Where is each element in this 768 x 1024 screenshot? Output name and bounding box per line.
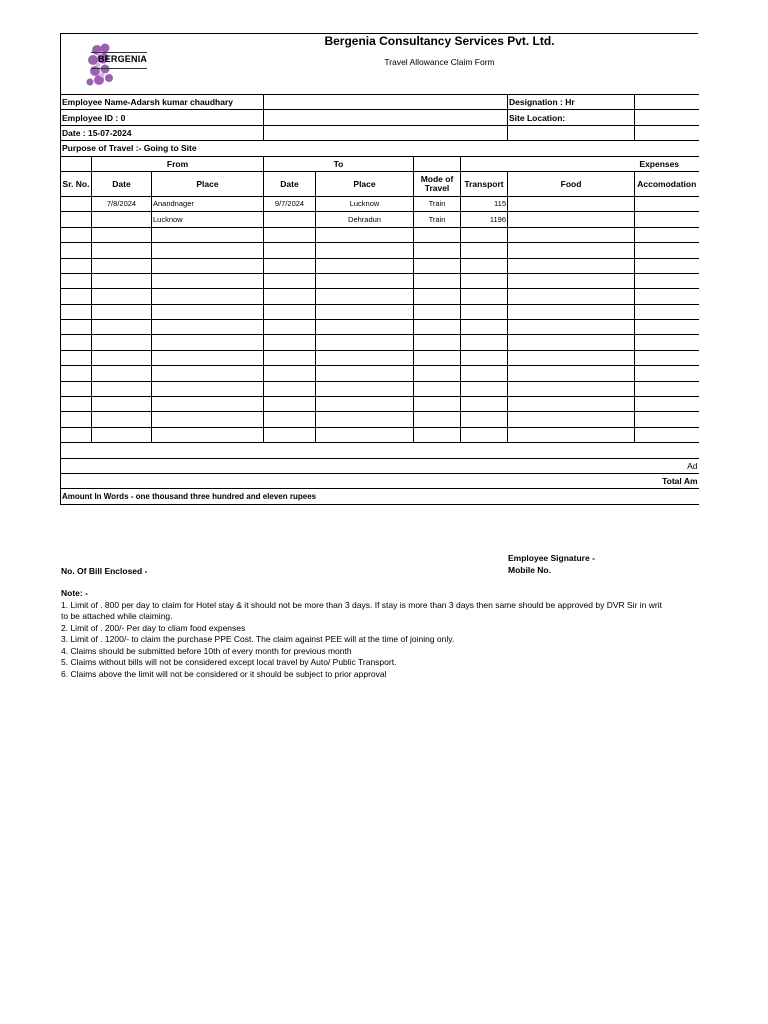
col-accomodation: Accomodation (635, 171, 699, 196)
total-amount-label: Total Am (61, 473, 699, 488)
table-row (61, 227, 699, 242)
note-1: 1. Limit of . 800 per day to claim for Hotel stay & it should not be more than 3 days. If stay is more than 3 days then same should be approved by DVR Sir in writ (61, 599, 662, 610)
table-row (61, 381, 699, 396)
info-row-3 (61, 125, 699, 140)
blank-summary-row (61, 443, 699, 458)
table-row (61, 412, 699, 427)
amount-in-words: Amount In Words - one thousand three hundred and eleven rupees (61, 489, 699, 504)
designation: Designation : Hr (508, 95, 635, 110)
note-1-continued: to be attached while claiming. (61, 611, 173, 621)
form-date: Date : 15-07-2024 (61, 125, 264, 140)
col-mode-of-travel: Mode of Travel (414, 171, 461, 196)
table-row (61, 427, 699, 442)
employee-id: Employee ID : 0 (61, 110, 264, 125)
transport-cell: 115 (461, 196, 508, 211)
employee-signature: Employee Signature - (508, 553, 595, 563)
form-title: Travel Allowance Claim Form (384, 57, 495, 67)
from-date-cell: 7/8/2024 (92, 196, 152, 211)
to-date-cell: 9/7/2024 (264, 196, 316, 211)
col-from-date: Date (92, 171, 152, 196)
group-expenses: Expenses (461, 156, 699, 171)
notes-heading: Note: - (61, 588, 88, 598)
mode-cell: Train (414, 196, 461, 211)
company-name: Bergenia Consultancy Services Pvt. Ltd. (324, 34, 555, 48)
col-food: Food (508, 171, 635, 196)
employee-name: Employee Name-Adarsh kumar chaudhary (61, 95, 264, 110)
notes-section (61, 588, 761, 680)
info-row-1 (61, 95, 699, 110)
col-to-place: Place (316, 171, 414, 196)
transport-cell: 1196 (461, 212, 508, 227)
table-row (61, 273, 699, 288)
col-sr-no: Sr. No. (61, 171, 92, 196)
purpose-row (61, 141, 699, 156)
column-header-row (61, 171, 699, 196)
note-4: 4. Claims should be submitted before 10th of every month for previous month (61, 645, 352, 656)
group-from: From (92, 156, 264, 171)
table-row (61, 289, 699, 304)
form-header (60, 33, 698, 94)
amount-words-row (61, 489, 699, 504)
claim-form-sheet (60, 33, 698, 505)
total-row (61, 473, 699, 488)
col-from-place: Place (152, 171, 264, 196)
table-row (61, 350, 699, 365)
table-row (61, 212, 699, 227)
info-row-2 (61, 110, 699, 125)
note-5: 5. Claims without bills will not be considered except local travel by Auto/ Public Transport. (61, 657, 397, 667)
col-transport: Transport (461, 171, 508, 196)
advance-label: Ad (61, 458, 699, 473)
note-2: 2. Limit of . 200/- Per day to cliam food expenses (61, 622, 246, 633)
table-row (61, 258, 699, 273)
from-place-cell: Lucknow (152, 212, 264, 227)
col-to-date: Date (264, 171, 316, 196)
table-row (61, 304, 699, 319)
table-row (61, 243, 699, 258)
logo-text: BERGENIA (98, 54, 148, 64)
advance-row (61, 458, 699, 473)
to-place-cell: Lucknow (316, 196, 414, 211)
to-place-cell: Dehradun (316, 212, 414, 227)
table-row (61, 397, 699, 412)
bills-enclosed: No. Of Bill Enclosed - (61, 566, 148, 576)
table-row (61, 196, 699, 211)
purpose-of-travel: Purpose of Travel :- Going to Site (61, 141, 699, 156)
mobile-number: Mobile No. (508, 565, 551, 575)
mode-cell: Train (414, 212, 461, 227)
table-row (61, 320, 699, 335)
note-6: 6. Claims above the limit will not be considered or it should be subject to prior approval (61, 668, 387, 679)
site-location: Site Location: (508, 110, 635, 125)
claim-table (60, 94, 699, 505)
note-3: 3. Limit of . 1200/- to claim the purchase PPE Cost. The claim against PEE will at the time of joining only. (61, 634, 455, 644)
group-to: To (264, 156, 414, 171)
from-date-cell (92, 212, 152, 227)
group-header-row (61, 156, 699, 171)
to-date-cell (264, 212, 316, 227)
table-row (61, 366, 699, 381)
table-row (61, 335, 699, 350)
from-place-cell: Anandnager (152, 196, 264, 211)
